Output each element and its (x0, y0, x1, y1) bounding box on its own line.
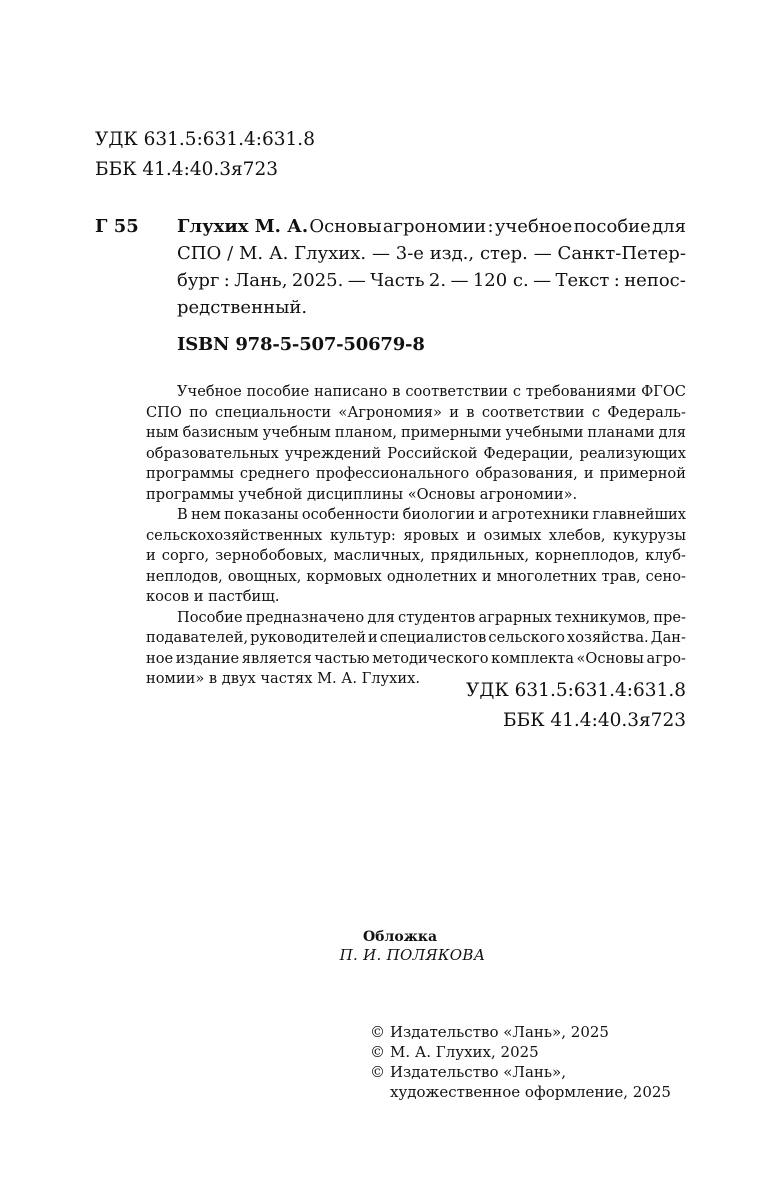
udc-code: УДК 631.5:631.4:631.8 (95, 129, 315, 150)
annotation-word: культур: (329, 526, 396, 544)
biblio-word: — (371, 243, 390, 264)
copyright-text: М. А. Глухих, 2025 (390, 1043, 539, 1061)
copyright-line (370, 1062, 671, 1082)
annotation-word: специальности (215, 403, 332, 421)
annotation-word: примерной (599, 465, 686, 482)
biblio-word: бург (177, 270, 220, 291)
biblio-word: 2. (428, 270, 447, 291)
annotation-word: агротехники (491, 506, 590, 523)
biblio-line (177, 294, 686, 321)
annotation-word: среднего (239, 465, 310, 482)
annotation-word: с (591, 403, 601, 421)
annotation-word: и (478, 506, 489, 523)
bbk-code: ББК 41.4:40.3я723 (503, 710, 686, 731)
cover-label: Обложка (362, 929, 438, 945)
annotation-word: масличных, (333, 547, 425, 564)
annotation-line (146, 444, 686, 465)
copyright-text: художественное оформление, 2025 (390, 1083, 671, 1101)
annotation-word: сено- (645, 567, 686, 585)
annotation-word: Федераль- (607, 403, 686, 421)
annotation-word: для (367, 608, 395, 626)
annotation-line (146, 628, 686, 649)
biblio-word: — (533, 243, 552, 264)
annotation-word: для (658, 424, 686, 441)
annotation-word: сельского (488, 629, 565, 646)
biblio-word: изд., (429, 243, 475, 264)
biblio-word: 2025. (291, 270, 344, 291)
annotation-line (146, 649, 686, 670)
biblio-word: для (652, 216, 686, 237)
annotation-word: сельскохозяйственных (146, 526, 323, 544)
biblio-word: Санкт-Петер- (557, 243, 686, 264)
annotation-word: планами (587, 424, 655, 441)
biblio-word: Глухих. (294, 243, 367, 264)
copyright-icon: © (370, 1063, 385, 1081)
annotation-line (146, 505, 686, 526)
annotation-word: биологии (402, 506, 476, 523)
annotation-word: «Основы (576, 649, 644, 667)
annotation-word: учебным (262, 424, 331, 441)
annotation-word: агро- (646, 649, 686, 667)
annotation-line (146, 546, 686, 567)
bbk-code: ББК 41.4:40.3я723 (95, 159, 278, 180)
biblio-word: — (533, 270, 552, 291)
annotation-word: Пособие (177, 608, 243, 626)
annotation-word: многолетних (496, 567, 597, 585)
annotation-word: овощных, (227, 567, 302, 585)
annotation-word: техникумов, (555, 608, 651, 626)
annotation-word: ФГОС (641, 383, 686, 400)
biblio-word: агрономии (382, 216, 487, 237)
author-name: Глухих М. А. (177, 216, 309, 237)
biblio-word: 3-е (395, 243, 424, 264)
annotation-word: комплекта (491, 649, 574, 667)
annotation-word: показаны (224, 506, 299, 523)
biblio-line (177, 213, 686, 240)
annotation-word: программы (146, 465, 234, 482)
cover-artist: П. И. ПОЛЯКОВА (339, 946, 486, 964)
biblio-word: Основы (309, 216, 382, 237)
biblio-word: учебное (494, 216, 573, 237)
annotation-word: реализующих (579, 444, 686, 462)
annotation-word: частью (314, 649, 370, 667)
annotation-word: и (481, 567, 492, 585)
author-sign: Г 55 (95, 216, 139, 237)
biblio-word: Часть (370, 270, 425, 291)
copyright-text: Издательство «Лань», 2025 (390, 1023, 609, 1041)
annotation-word: соответствии (481, 403, 585, 421)
annotation-line (146, 587, 686, 608)
annotation-word: написано (314, 383, 388, 400)
annotation-word: пособие (246, 383, 310, 400)
annotation-word: студентов (398, 608, 476, 626)
annotation-word: и (583, 465, 594, 482)
copyright-text: Издательство «Лань», (390, 1063, 567, 1081)
annotation-word: корнеплодов, (535, 547, 640, 564)
annotation-word: номии» в двух частях М. А. Глухих. (146, 670, 420, 687)
biblio-word: А. (268, 243, 289, 264)
annotation-word: базисным (182, 424, 259, 441)
biblio-word: 120 с. (472, 270, 529, 291)
annotation-word: хлебов, (548, 526, 606, 544)
annotation-line (146, 382, 686, 403)
annotation-line (146, 526, 686, 547)
annotation-word: методического (372, 649, 489, 667)
annotation-word: планом, (334, 424, 398, 441)
annotation-word: неплодов, (146, 567, 223, 585)
annotation-line (146, 403, 686, 424)
isbn: ISBN 978-5-507-50679-8 (177, 334, 425, 355)
annotation-word: зернобобовых, (215, 547, 328, 564)
annotation-word: подавателей, (146, 629, 249, 646)
udc-bbk-top (95, 125, 315, 185)
annotation-word: и (449, 403, 459, 421)
annotation-word: учебными (505, 424, 584, 441)
annotation-word: кукурузы (613, 526, 686, 544)
copyright-icon: © (370, 1043, 385, 1061)
annotation-word: с (512, 383, 522, 400)
biblio-word: стер. (479, 243, 528, 264)
annotation-word: программы учебной дисциплины «Основы агрономии». (146, 485, 578, 503)
annotation-word: нем (191, 506, 221, 523)
copyright-line (370, 1022, 671, 1042)
annotation-line (146, 485, 686, 506)
annotation-word: Учебное (177, 383, 242, 400)
biblio-word: — (347, 270, 366, 291)
annotation-word: главнейших (592, 506, 686, 523)
annotation-word: требованиями (525, 383, 637, 400)
annotation-line (146, 608, 686, 629)
biblio-word: непос- (624, 270, 686, 291)
annotation-word: соответствии (405, 383, 509, 400)
annotation-word: СПО (146, 403, 182, 421)
annotation-word: примерными (400, 424, 502, 441)
copyright-line (370, 1042, 671, 1062)
annotation-word: озимых (483, 526, 542, 544)
annotation-word: в (466, 403, 475, 421)
annotation-word: косов и пастбищ. (146, 588, 280, 605)
annotation-word: В (177, 506, 188, 523)
annotation-word: прядильных, (430, 547, 530, 564)
annotation-word: образования, (475, 465, 578, 482)
annotation-word: кормовых (306, 567, 382, 585)
bibliographic-record (177, 213, 686, 321)
annotation-word: ное (146, 649, 174, 667)
udc-code: УДК 631.5:631.4:631.8 (466, 680, 686, 701)
annotation-word: специалистов (379, 629, 487, 646)
biblio-word: редственный. (177, 297, 308, 318)
annotation (146, 382, 686, 690)
biblio-line (177, 267, 686, 294)
annotation-word: аграрных (478, 608, 552, 626)
biblio-word: М. (238, 243, 264, 264)
annotation-word: профессионального (315, 465, 470, 482)
annotation-word: трав, (601, 567, 641, 585)
annotation-word: руководителей (250, 629, 367, 646)
annotation-word: клуб- (645, 547, 686, 564)
annotation-word: и (146, 547, 156, 564)
annotation-word: Дан- (650, 629, 686, 646)
annotation-word: издание (175, 649, 240, 667)
biblio-word: пособие (573, 216, 651, 237)
annotation-word: учреждений (284, 444, 382, 462)
biblio-word: : (613, 270, 620, 291)
annotation-line (146, 423, 686, 444)
annotation-line (146, 464, 686, 485)
copyright-icon: © (370, 1023, 385, 1041)
annotation-word: хозяйства. (566, 629, 649, 646)
annotation-word: ным (146, 424, 179, 441)
biblio-line (177, 240, 686, 267)
biblio-word: Лань, (234, 270, 288, 291)
annotation-word: и (368, 629, 378, 646)
annotation-word: сорго, (161, 547, 210, 564)
annotation-word: яровых (403, 526, 459, 544)
annotation-word: образовательных (146, 444, 279, 462)
annotation-word: Федерации, (483, 444, 574, 462)
annotation-word: Российской (387, 444, 478, 462)
annotation-word: пре- (653, 608, 686, 626)
copyright-block (370, 1022, 671, 1102)
annotation-word: является (241, 649, 312, 667)
udc-bbk-bottom (466, 676, 686, 736)
annotation-word: и (466, 526, 477, 544)
biblio-word: : (223, 270, 230, 291)
annotation-word: «Агрономия» (338, 403, 442, 421)
annotation-line (146, 567, 686, 588)
annotation-word: по (189, 403, 208, 421)
biblio-word: / (227, 243, 234, 264)
biblio-word: Текст (555, 270, 610, 291)
annotation-word: в (392, 383, 401, 400)
biblio-word: СПО (177, 243, 222, 264)
annotation-word: однолетних (386, 567, 477, 585)
annotation-word: особенности (301, 506, 400, 523)
biblio-word: — (450, 270, 469, 291)
annotation-word: предназначено (245, 608, 365, 626)
biblio-word: : (487, 216, 494, 237)
